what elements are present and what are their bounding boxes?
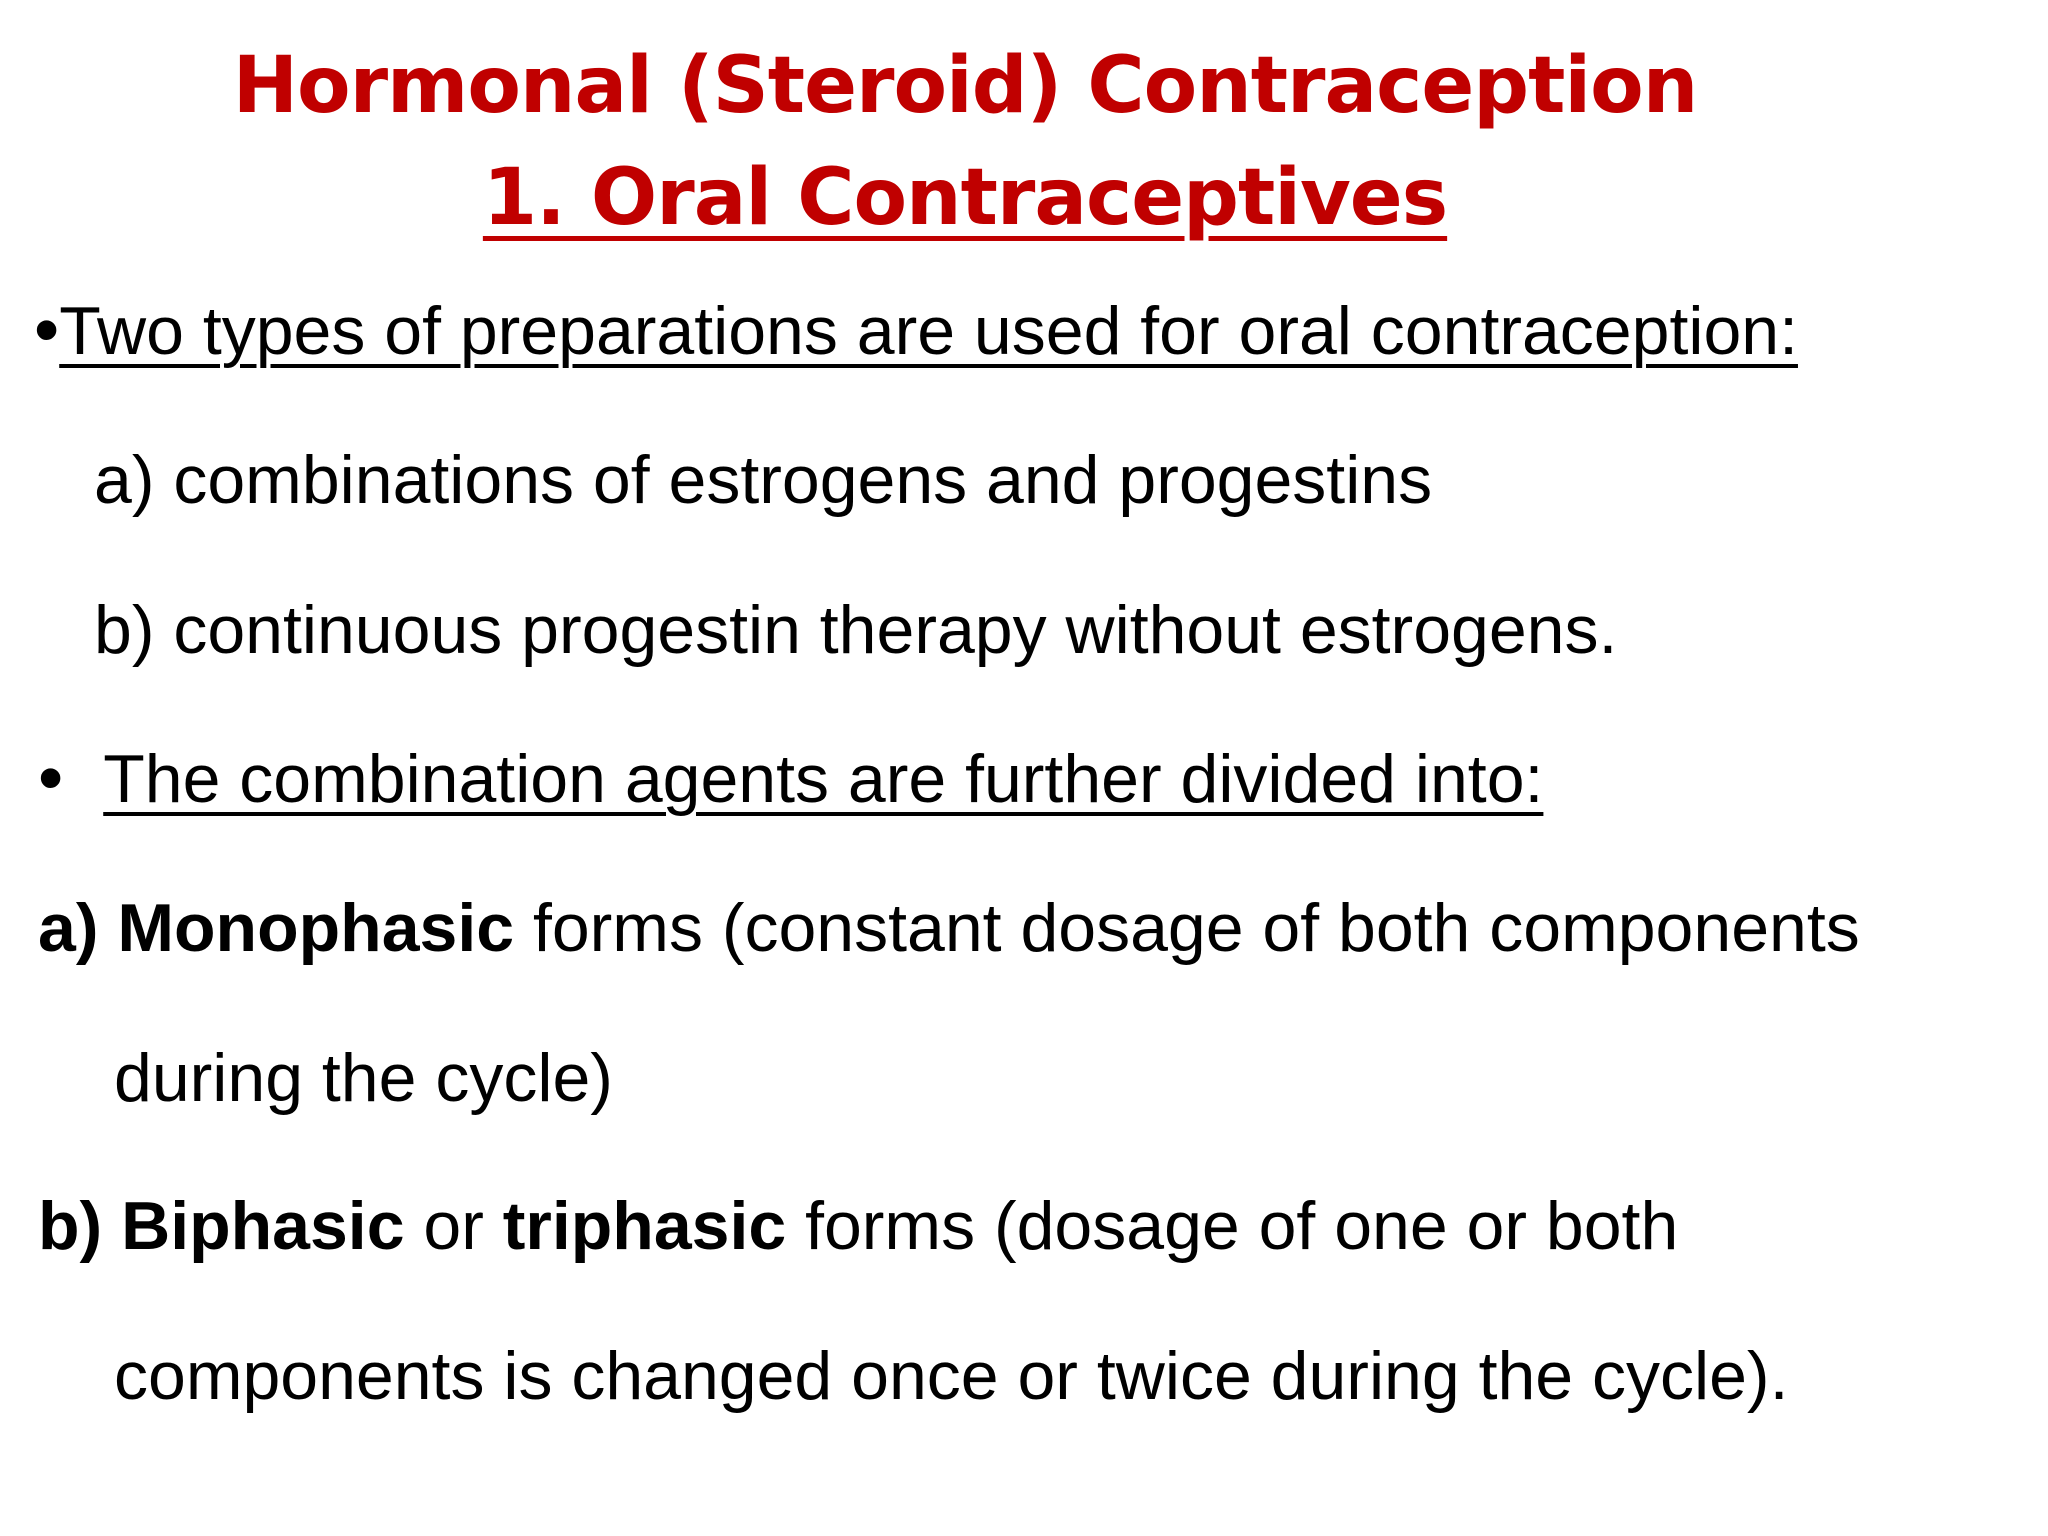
item-marker: a) <box>38 890 99 966</box>
subtype-item-a-line2 <box>114 1038 613 1118</box>
item-text: during the cycle) <box>114 1040 613 1116</box>
title-text: Hormonal (Steroid) Contraception <box>232 41 1698 131</box>
subtype-item-a-line1 <box>38 888 1860 968</box>
type-item-text: b) continuous progestin therapy without estrogens. <box>94 592 1618 668</box>
bullet-icon: • <box>38 738 64 818</box>
bullet-text: Two types of preparations are used for oral contraception: <box>59 293 1798 369</box>
item-text: forms (constant dosage of both components <box>514 890 1860 966</box>
type-item-a <box>94 440 1432 520</box>
term-triphasic: triphasic <box>502 1188 787 1264</box>
item-text: forms (dosage of one or both <box>786 1188 1679 1264</box>
subtype-item-b-line1 <box>38 1186 1678 1266</box>
item-text: components is changed once or twice during the cycle). <box>114 1338 1789 1414</box>
type-item-text: a) combinations of estrogens and progestins <box>94 442 1433 518</box>
term-monophasic: Monophasic <box>117 890 515 966</box>
subtitle-text: 1. Oral Contraceptives <box>482 153 1448 243</box>
item-marker: b) <box>38 1188 103 1264</box>
item-connector: or <box>404 1188 503 1264</box>
term-biphasic: Biphasic <box>121 1188 405 1264</box>
bullet-text: The combination agents are further divided into: <box>103 741 1544 817</box>
bullet-item-combination-agents <box>38 738 1543 819</box>
slide-subtitle <box>0 150 1930 246</box>
subtype-item-b-line2 <box>114 1336 1788 1416</box>
type-item-b <box>94 590 1617 670</box>
bullet-icon: • <box>34 290 60 370</box>
bullet-item-preparation-types <box>34 290 1798 371</box>
slide-title <box>0 38 1930 134</box>
